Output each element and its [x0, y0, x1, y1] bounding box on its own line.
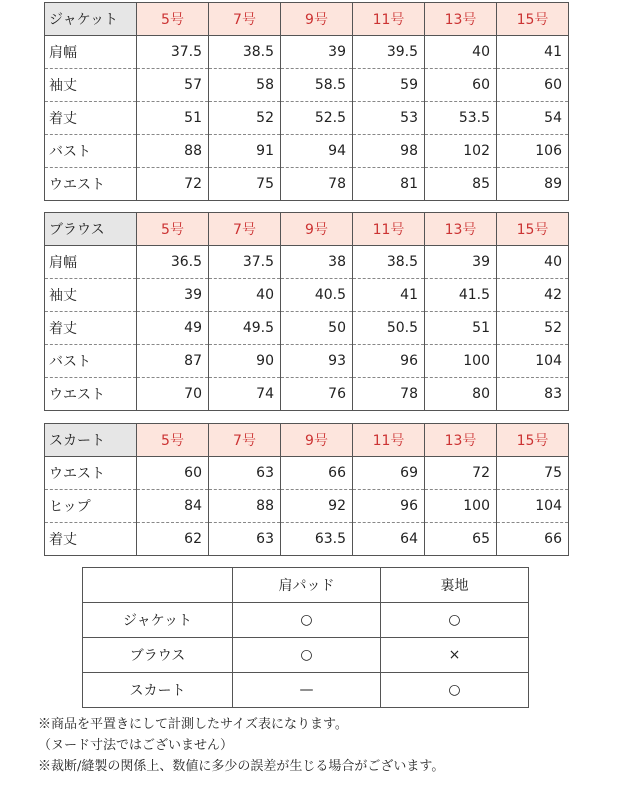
measure-value: 64: [353, 523, 425, 556]
measure-value: 41: [353, 279, 425, 312]
measure-value: 39: [137, 279, 209, 312]
measure-value: 60: [497, 69, 569, 102]
table-row: [45, 102, 569, 135]
measure-value: 96: [353, 345, 425, 378]
options-header: 裏地: [381, 568, 529, 603]
table-row: [45, 246, 569, 279]
measure-value: 98: [353, 135, 425, 168]
measure-value: 89: [497, 168, 569, 201]
note-line: ※商品を平置きにして計測したサイズ表になります。: [38, 717, 348, 732]
measure-label: 着丈: [45, 102, 137, 135]
table-row: [83, 638, 529, 673]
measure-value: 51: [425, 312, 497, 345]
measure-value: 81: [353, 168, 425, 201]
measure-value: 57: [137, 69, 209, 102]
measure-value: 87: [137, 345, 209, 378]
measure-value: 52.5: [281, 102, 353, 135]
measure-value: 75: [209, 168, 281, 201]
measure-value: 40.5: [281, 279, 353, 312]
options-item-label: ブラウス: [83, 638, 233, 673]
measure-value: 53: [353, 102, 425, 135]
measure-value: 54: [497, 102, 569, 135]
options-table: [82, 567, 529, 708]
size-header: 13号: [425, 424, 497, 457]
note-line: ※裁断/縫製の関係上、数値に多少の誤差が生じる場合がございます。: [38, 759, 445, 774]
measure-value: 66: [281, 457, 353, 490]
measure-value: 96: [353, 490, 425, 523]
measure-value: 65: [425, 523, 497, 556]
options-mark: ○: [233, 638, 381, 673]
measure-value: 58.5: [281, 69, 353, 102]
jacket-size-table: [44, 2, 569, 201]
size-header: 11号: [353, 3, 425, 36]
measure-value: 36.5: [137, 246, 209, 279]
measure-value: 50: [281, 312, 353, 345]
size-header: 5号: [137, 424, 209, 457]
measure-value: 37.5: [137, 36, 209, 69]
size-header: 11号: [353, 424, 425, 457]
measure-value: 58: [209, 69, 281, 102]
measure-value: 38.5: [209, 36, 281, 69]
size-header: 5号: [137, 213, 209, 246]
size-header-row: [45, 424, 569, 457]
table-row: [45, 378, 569, 411]
options-corner: [83, 568, 233, 603]
size-header: 9号: [281, 424, 353, 457]
measure-value: 106: [497, 135, 569, 168]
options-item-label: スカート: [83, 673, 233, 708]
measure-value: 51: [137, 102, 209, 135]
measure-value: 69: [353, 457, 425, 490]
measure-value: 78: [353, 378, 425, 411]
options-mark: —: [233, 673, 381, 708]
measure-value: 84: [137, 490, 209, 523]
options-item-label: ジャケット: [83, 603, 233, 638]
measure-value: 102: [425, 135, 497, 168]
measure-value: 85: [425, 168, 497, 201]
table-row: [45, 490, 569, 523]
table-row: [45, 279, 569, 312]
table-row: [45, 69, 569, 102]
measure-value: 63: [209, 457, 281, 490]
measure-value: 93: [281, 345, 353, 378]
measure-value: 41.5: [425, 279, 497, 312]
measure-value: 40: [209, 279, 281, 312]
table-row: [45, 36, 569, 69]
size-header-row: [45, 213, 569, 246]
skirt-size-table: [44, 423, 569, 556]
measure-value: 53.5: [425, 102, 497, 135]
measure-label: ウエスト: [45, 378, 137, 411]
measure-value: 40: [497, 246, 569, 279]
table-row: [45, 457, 569, 490]
measure-value: 60: [137, 457, 209, 490]
blouse-size-table: [44, 212, 569, 411]
measure-value: 88: [137, 135, 209, 168]
measure-value: 91: [209, 135, 281, 168]
measure-label: 肩幅: [45, 246, 137, 279]
options-mark: ○: [233, 603, 381, 638]
measure-value: 41: [497, 36, 569, 69]
measure-value: 60: [425, 69, 497, 102]
measure-value: 39: [281, 36, 353, 69]
size-header: 9号: [281, 213, 353, 246]
measure-label: ウエスト: [45, 457, 137, 490]
measure-value: 88: [209, 490, 281, 523]
measure-value: 70: [137, 378, 209, 411]
size-header: 7号: [209, 424, 281, 457]
table-row: [45, 523, 569, 556]
note-line: （ヌード寸法ではございません）: [38, 738, 234, 753]
measure-value: 72: [137, 168, 209, 201]
size-header: 13号: [425, 213, 497, 246]
measure-value: 39: [425, 246, 497, 279]
measure-label: 袖丈: [45, 69, 137, 102]
size-header-row: [45, 3, 569, 36]
table-row: [45, 168, 569, 201]
measure-value: 104: [497, 490, 569, 523]
measure-value: 38.5: [353, 246, 425, 279]
measure-value: 76: [281, 378, 353, 411]
measure-value: 72: [425, 457, 497, 490]
category-label: ジャケット: [45, 3, 137, 36]
measure-value: 37.5: [209, 246, 281, 279]
table-row: [45, 312, 569, 345]
measure-value: 49: [137, 312, 209, 345]
table-row: [83, 673, 529, 708]
measure-value: 78: [281, 168, 353, 201]
measure-value: 63: [209, 523, 281, 556]
table-row: [45, 135, 569, 168]
measure-value: 83: [497, 378, 569, 411]
size-header: 15号: [497, 3, 569, 36]
measure-value: 49.5: [209, 312, 281, 345]
measure-value: 100: [425, 345, 497, 378]
measure-value: 74: [209, 378, 281, 411]
measure-value: 52: [497, 312, 569, 345]
size-header: 13号: [425, 3, 497, 36]
notes: [38, 714, 444, 777]
size-header: 9号: [281, 3, 353, 36]
measure-value: 80: [425, 378, 497, 411]
measure-label: 着丈: [45, 312, 137, 345]
measure-value: 92: [281, 490, 353, 523]
measure-label: バスト: [45, 345, 137, 378]
table-row: [45, 345, 569, 378]
measure-value: 90: [209, 345, 281, 378]
measure-value: 62: [137, 523, 209, 556]
measure-value: 42: [497, 279, 569, 312]
measure-value: 94: [281, 135, 353, 168]
options-header-row: [83, 568, 529, 603]
measure-value: 50.5: [353, 312, 425, 345]
size-header: 15号: [497, 424, 569, 457]
options-header: 肩パッド: [233, 568, 381, 603]
measure-label: 肩幅: [45, 36, 137, 69]
measure-value: 66: [497, 523, 569, 556]
measure-value: 52: [209, 102, 281, 135]
measure-value: 38: [281, 246, 353, 279]
measure-label: ヒップ: [45, 490, 137, 523]
options-mark: ○: [381, 673, 529, 708]
measure-value: 59: [353, 69, 425, 102]
options-mark: ×: [381, 638, 529, 673]
measure-value: 104: [497, 345, 569, 378]
measure-value: 100: [425, 490, 497, 523]
measure-value: 39.5: [353, 36, 425, 69]
table-row: [83, 603, 529, 638]
measure-label: ウエスト: [45, 168, 137, 201]
options-mark: ○: [381, 603, 529, 638]
measure-label: 着丈: [45, 523, 137, 556]
size-header: 5号: [137, 3, 209, 36]
measure-value: 63.5: [281, 523, 353, 556]
measure-value: 40: [425, 36, 497, 69]
size-header: 7号: [209, 213, 281, 246]
measure-label: 袖丈: [45, 279, 137, 312]
size-header: 11号: [353, 213, 425, 246]
size-header: 7号: [209, 3, 281, 36]
measure-value: 75: [497, 457, 569, 490]
size-header: 15号: [497, 213, 569, 246]
category-label: スカート: [45, 424, 137, 457]
category-label: ブラウス: [45, 213, 137, 246]
measure-label: バスト: [45, 135, 137, 168]
